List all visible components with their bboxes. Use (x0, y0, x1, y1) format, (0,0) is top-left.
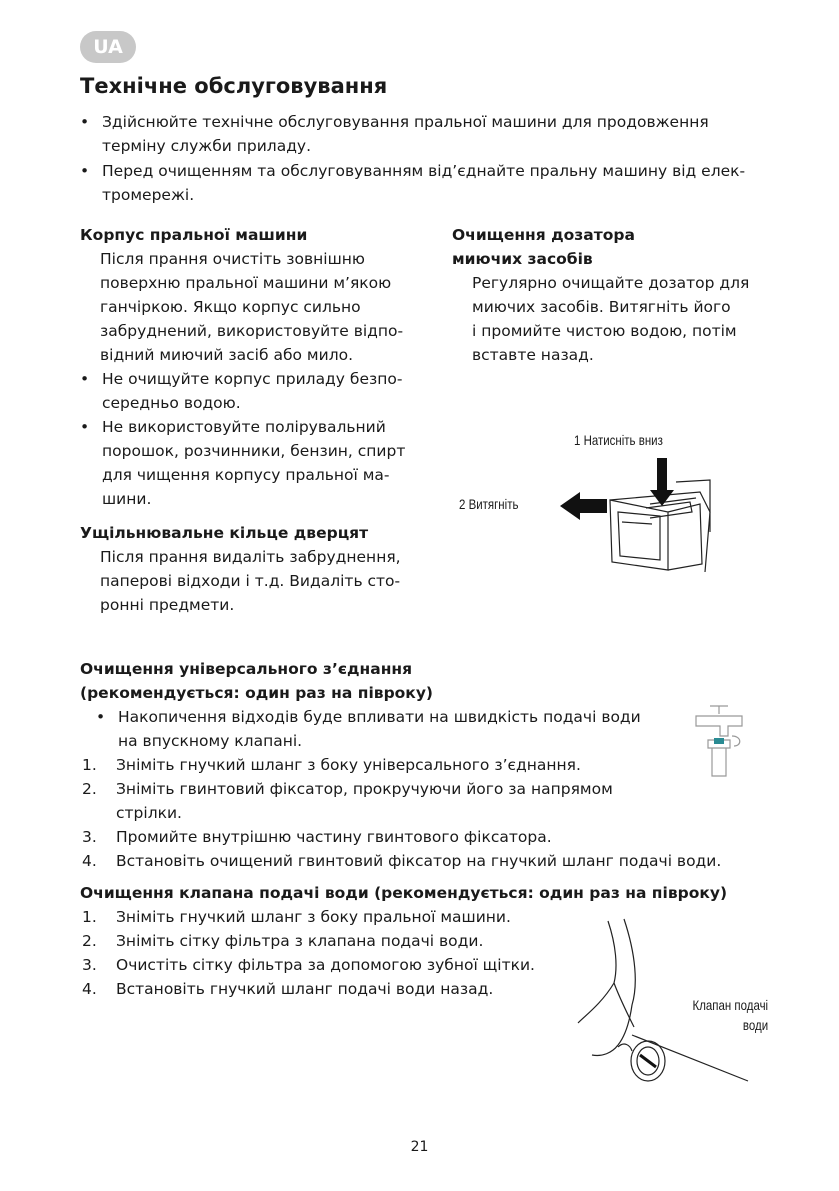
valve-figure-label-line: води (742, 1017, 769, 1033)
body-bullet-2-line: для чищення корпусу пральної ма- (102, 466, 390, 484)
valve-figure-label-line: Клапан подачі (692, 997, 769, 1013)
intro-bullet-2-line-2: тромережі. (102, 186, 195, 204)
dispenser-figure-label-push: 1 Натисніть вниз (574, 432, 663, 448)
step-text: Очистіть сітку фільтра за допомогою зубної щітки. (116, 956, 535, 974)
valve-step-1 (82, 905, 576, 929)
intro-bullet-1-line-1: • Здійснюйте технічне обслуговування пральної машини для продовження (102, 113, 709, 131)
valve-step-4 (82, 977, 576, 1001)
body-bullet-2-line: шини. (102, 490, 152, 508)
valve-figure-label (673, 997, 768, 1033)
language-badge: UA (80, 31, 136, 63)
body-bullet-2 (102, 415, 442, 511)
connector-heading (80, 657, 433, 705)
dispenser-text-line: Регулярно очищайте дозатор для (472, 274, 750, 292)
connector-bullet (118, 705, 678, 753)
step-text: Промийте внутрішню частину гвинтового фіксатора. (116, 828, 552, 846)
page-title: Технічне обслуговування (80, 74, 388, 98)
dispenser-text-line: вставте назад. (472, 346, 594, 364)
intro-bullet-1 (102, 110, 782, 158)
valve-heading: Очищення клапана подачі води (рекомендується: один раз на півроку) (80, 884, 728, 902)
step-text: Зніміть гвинтовий фіксатор, прокручуючи його за напрямом (116, 780, 613, 798)
intro-bullet-2-line-1: • Перед очищенням та обслуговуванням від’єднайте пральну машину від елек- (102, 162, 746, 180)
dispenser-heading (452, 223, 635, 271)
step-number: 3. (82, 956, 97, 974)
connector-bullet-line: на впускному клапані. (118, 732, 303, 750)
body-text-line: ганчіркою. Якщо корпус сильно (100, 298, 361, 316)
step-text: Зніміть сітку фільтра з клапана подачі води. (116, 932, 484, 950)
valve-step-3 (82, 953, 576, 977)
step-number: 4. (82, 980, 97, 998)
body-bullet-1 (102, 367, 442, 415)
body-text-line: поверхню пральної машини м’якою (100, 274, 392, 292)
step-number: 1. (82, 908, 97, 926)
connector-nut-icon (714, 738, 724, 744)
seal-heading: Ущільнювальне кільце дверцят (80, 524, 369, 542)
body-text-line: відний миючий засіб або мило. (100, 346, 354, 364)
body-text (100, 247, 440, 367)
body-text-line: Після прання очистіть зовнішню (100, 250, 365, 268)
tap-illustration (690, 700, 750, 780)
intro-bullet-1-line-2: терміну служби приладу. (102, 137, 312, 155)
valve-step-2 (82, 929, 576, 953)
step-number: 3. (82, 828, 97, 846)
valve-filter-icon (640, 1055, 656, 1067)
seal-text-line: паперові відходи і т.д. Видаліть сто- (100, 572, 401, 590)
seal-text-line: Після прання видаліть забруднення, (100, 548, 401, 566)
body-bullet-1-line: середньо водою. (102, 394, 241, 412)
connector-heading-line: Очищення універсального з’єднання (80, 660, 413, 678)
connector-step-2 (82, 777, 756, 825)
seal-text-line: ронні предмети. (100, 596, 235, 614)
step-text: стрілки. (116, 804, 182, 822)
body-text-line: забруднений, використовуйте відпо- (100, 322, 404, 340)
connector-step-3 (82, 825, 756, 849)
seal-text (100, 545, 440, 617)
step-number: 1. (82, 756, 97, 774)
dispenser-text (472, 271, 782, 367)
step-number: 2. (82, 780, 97, 798)
push-down-arrow-icon (650, 458, 674, 506)
step-number: 2. (82, 932, 97, 950)
dispenser-figure-label-pull: 2 Витягніть (459, 496, 519, 512)
step-number: 4. (82, 852, 97, 870)
intro-bullet-2 (102, 159, 782, 207)
page-number: 21 (410, 1139, 429, 1155)
connector-step-4 (82, 849, 776, 873)
step-text: Зніміть гнучкий шланг з боку пральної машини. (116, 908, 511, 926)
dispenser-heading-line: Очищення дозатора (452, 226, 635, 244)
step-text: Встановіть очищений гвинтовий фіксатор на гнучкий шланг подачі води. (116, 852, 722, 870)
dispenser-text-line: миючих засобів. Витягніть його (472, 298, 731, 316)
dispenser-heading-line: миючих засобів (452, 250, 593, 268)
body-heading: Корпус пральної машини (80, 226, 308, 244)
body-bullet-2-line: порошок, розчинники, бензин, спирт (102, 442, 406, 460)
body-bullet-1-line: • Не очищуйте корпус приладу безпо- (102, 370, 403, 388)
dispenser-text-line: і промийте чистою водою, потім (472, 322, 737, 340)
connector-heading-line: (рекомендується: один раз на півроку) (80, 684, 434, 702)
step-text: Встановіть гнучкий шланг подачі води назад. (116, 980, 494, 998)
connector-step-1 (82, 753, 756, 777)
body-bullet-2-line: • Не використовуйте полірувальний (102, 418, 386, 436)
dispenser-illustration (550, 452, 720, 577)
step-text: Зніміть гнучкий шланг з боку універсального з’єднання. (116, 756, 581, 774)
connector-bullet-line: • Накопичення відходів буде впливати на швидкість подачі води (118, 708, 641, 726)
pull-out-arrow-icon (560, 492, 607, 520)
